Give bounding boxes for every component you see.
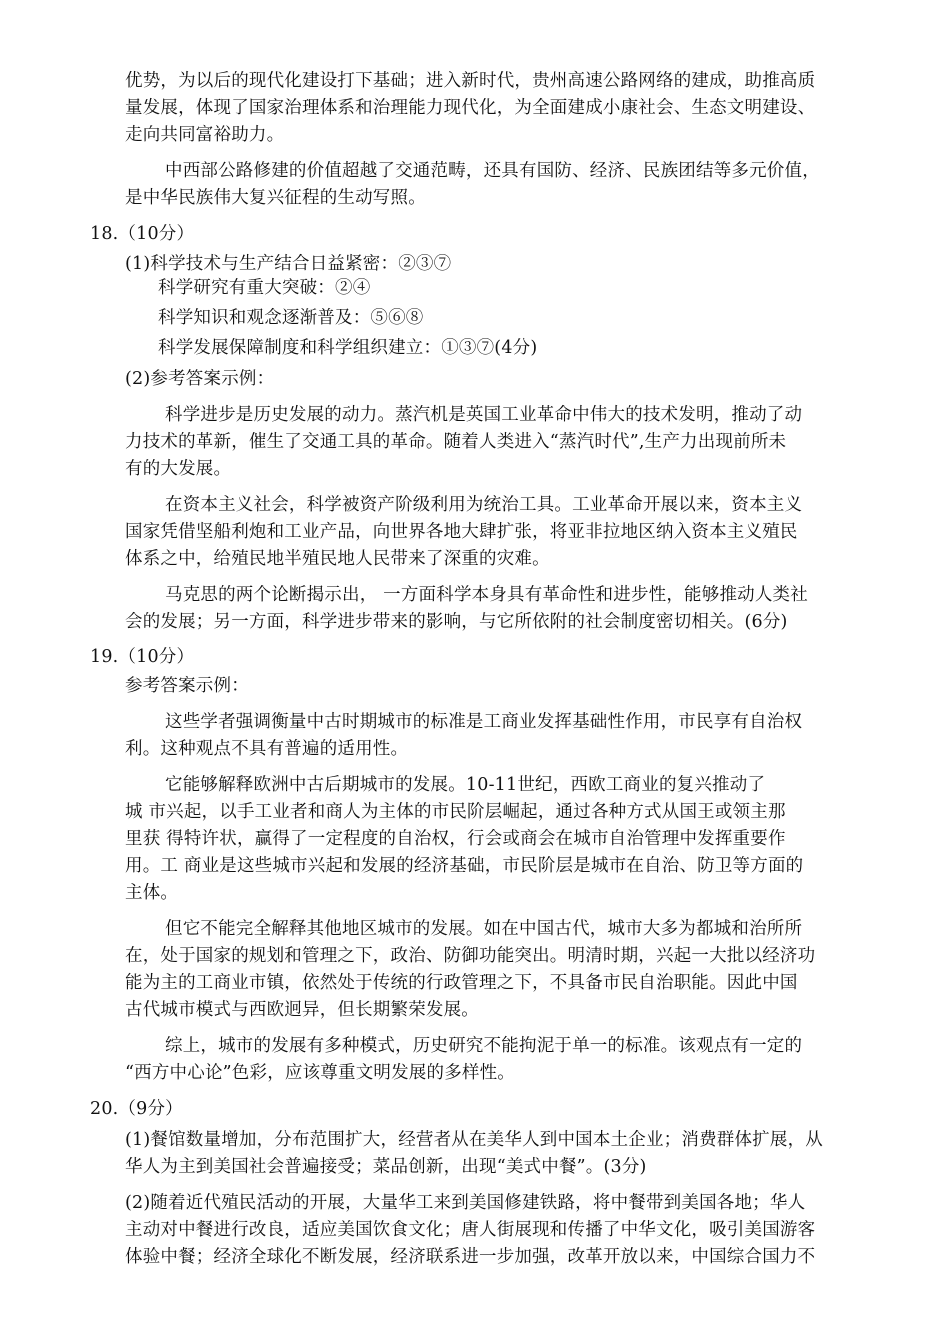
text-line: 科学发展保障制度和科学组织建立：①③⑦(4分)	[158, 338, 538, 358]
text-line: 在资本主义社会，科学被资产阶级利用为统治工具。工业革命开展以来，资本主义	[165, 495, 803, 515]
text-line: “西方中心论”色彩，应该尊重文明发展的多样性。	[125, 1063, 515, 1083]
text-line: 能为主的工商业市镇，依然处于传统的行政管理之下，不具备市民自治职能。因此中国	[125, 973, 798, 993]
text-line: 体验中餐；经济全球化不断发展，经济联系进一步加强，改革开放以来，中国综合国力不	[125, 1247, 816, 1267]
text-line: (1)科学技术与生产结合日益紧密：②③⑦	[125, 254, 452, 274]
text-line: 中西部公路修建的价值超越了交通范畴，还具有国防、经济、民族团结等多元价值，	[165, 161, 820, 181]
text-line: 古代城市模式与西欧迥异，但长期繁荣发展。	[125, 1000, 479, 1020]
text-line: (1)餐馆数量增加，分布范围扩大，经营者从在美华人到中国本土企业；消费群体扩展，从	[125, 1130, 823, 1150]
text-line: 科学研究有重大突破：②④	[158, 278, 371, 298]
text-line: 在，处于国家的规划和管理之下，政治、防御功能突出。明清时期，兴起一大批以经济功	[125, 946, 816, 966]
text-line: 综上，城市的发展有多种模式，历史研究不能拘泥于单一的标准。该观点有一定的	[165, 1036, 803, 1056]
text-line: (2)参考答案示例：	[125, 369, 275, 389]
text-line: 华人为主到美国社会普遍接受；菜品创新，出现“美式中餐”。(3分)	[125, 1157, 647, 1177]
text-line: 马克思的两个论断揭示出， 一方面科学本身具有革命性和进步性，能够推动人类社	[165, 585, 808, 605]
text-line: 利。这种观点不具有普遍的适用性。	[125, 739, 409, 759]
question-number: 19.（10分）	[90, 647, 195, 667]
text-line: 但它不能完全解释其他地区城市的发展。如在中国古代，城市大多为都城和治所所	[165, 919, 803, 939]
text-line: 科学知识和观念逐渐普及：⑤⑥⑧	[158, 308, 424, 328]
text-line: (2)随着近代殖民活动的开展，大量华工来到美国修建铁路，将中餐带到美国各地；华人	[125, 1193, 806, 1213]
text-line: 主体。	[125, 883, 179, 903]
text-line: 有的大发展。	[125, 459, 232, 479]
text-line: 是中华民族伟大复兴征程的生动写照。	[125, 188, 426, 208]
text-line: 力技术的革新，催生了交通工具的革命。随着人类进入“蒸汽时代”,生产力出现前所未	[125, 432, 787, 452]
text-line: 参考答案示例：	[125, 676, 249, 696]
question-number: 20.（9分）	[90, 1099, 183, 1119]
text-line: 科学进步是历史发展的动力。蒸汽机是英国工业革命中伟大的技术发明，推动了动	[165, 405, 803, 425]
text-line: 里获 得特许状，赢得了一定程度的自治权，行会或商会在城市自治管理中发挥重要作	[125, 829, 786, 849]
text-line: 它能够解释欧洲中古后期城市的发展。10-11世纪，西欧工商业的复兴推动了	[165, 775, 766, 795]
text-line: 优势，为以后的现代化建设打下基础；进入新时代，贵州高速公路网络的建成，助推高质	[125, 71, 816, 91]
text-line: 这些学者强调衡量中古时期城市的标准是工商业发挥基础性作用，市民享有自治权	[165, 712, 803, 732]
text-line: 量发展，体现了国家治理体系和治理能力现代化，为全面建成小康社会、生态文明建设、	[125, 98, 816, 118]
text-line: 会的发展；另一方面，科学进步带来的影响，与它所依附的社会制度密切相关。(6分)	[125, 612, 788, 632]
text-line: 用。工 商业是这些城市兴起和发展的经济基础，市民阶层是城市在自治、防卫等方面的	[125, 856, 804, 876]
text-line: 主动对中餐进行改良，适应美国饮食文化；唐人街展现和传播了中华文化，吸引美国游客	[125, 1220, 816, 1240]
question-number: 18.（10分）	[90, 224, 195, 244]
text-line: 城 市兴起，以手工业者和商人为主体的市民阶层崛起，通过各种方式从国王或领主那	[125, 802, 786, 822]
text-line: 体系之中，给殖民地半殖民地人民带来了深重的灾难。	[125, 549, 550, 569]
text-line: 走向共同富裕助力。	[125, 125, 285, 145]
text-line: 国家凭借坚船利炮和工业产品，向世界各地大肆扩张，将亚非拉地区纳入资本主义殖民	[125, 522, 798, 542]
